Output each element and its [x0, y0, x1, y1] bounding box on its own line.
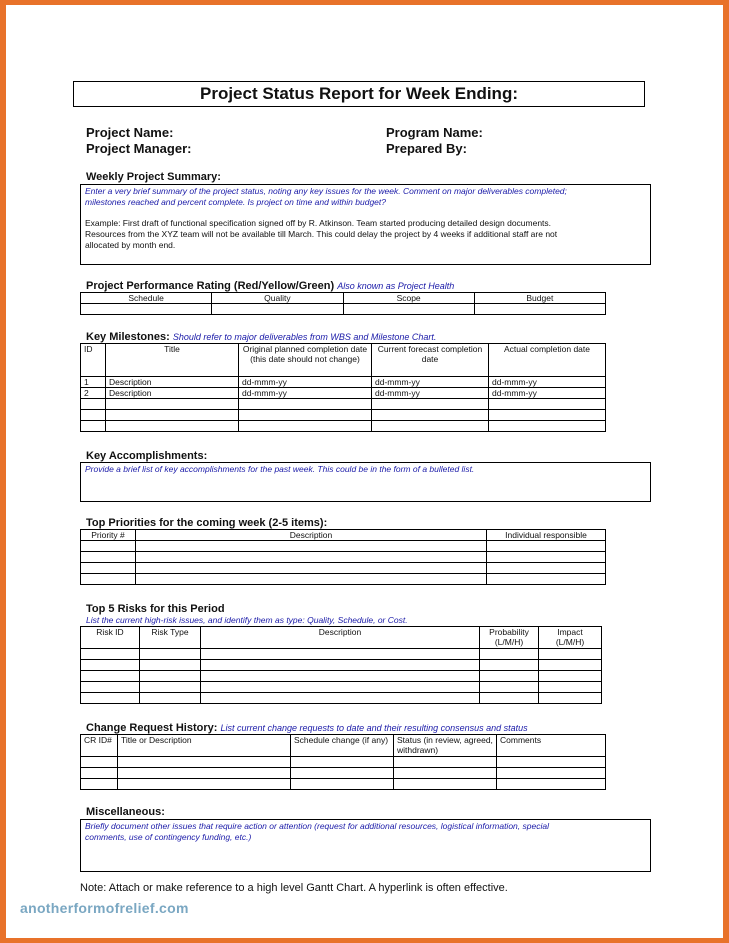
cr-cell[interactable]: [118, 757, 291, 768]
perf-col-schedule: Schedule: [81, 293, 212, 304]
risk-cell[interactable]: [140, 660, 201, 671]
table-row: [81, 649, 602, 660]
table-row: [81, 377, 606, 388]
summary-example-3: allocated by month end.: [85, 240, 176, 250]
risk-col-probability: Probability (L/M/H): [480, 627, 539, 649]
pri-col-number: Priority #: [81, 530, 136, 541]
pri-cell[interactable]: [487, 563, 606, 574]
table-row: [81, 421, 606, 432]
risk-cell[interactable]: [81, 682, 140, 693]
summary-instruction-1: Enter a very brief summary of the project status, noting any key issues for the week. Comment on major deliverables completed;: [85, 186, 567, 196]
ms-col-planned: Original planned completion date (this date should not change): [239, 344, 372, 377]
misc-box[interactable]: [80, 819, 651, 872]
ms-cell[interactable]: [239, 399, 372, 410]
table-row: [81, 563, 606, 574]
ms-cell[interactable]: [106, 399, 239, 410]
report-title: Project Status Report for Week Ending:: [73, 81, 645, 107]
risks-table: [80, 626, 602, 704]
cr-cell[interactable]: [394, 779, 497, 790]
cr-cell[interactable]: [394, 768, 497, 779]
change-heading-text: Change Request History:: [86, 722, 218, 734]
risk-cell[interactable]: [201, 660, 480, 671]
risks-heading: Top 5 Risks for this Period: [86, 603, 225, 615]
perf-cell[interactable]: [343, 304, 474, 315]
ms-col-title: Title: [106, 344, 239, 377]
risk-cell[interactable]: [140, 682, 201, 693]
ms-cell[interactable]: [81, 421, 106, 432]
risk-col-impact: Impact (L/M/H): [539, 627, 602, 649]
pri-cell[interactable]: [136, 552, 487, 563]
ms-title[interactable]: Description: [106, 388, 239, 399]
cr-cell[interactable]: [291, 757, 394, 768]
perf-cell[interactable]: [81, 304, 212, 315]
risk-cell[interactable]: [81, 693, 140, 704]
summary-heading: Weekly Project Summary:: [86, 171, 221, 183]
risk-cell[interactable]: [480, 682, 539, 693]
table-row: [81, 757, 606, 768]
risk-col-description: Description: [201, 627, 480, 649]
cr-cell[interactable]: [81, 768, 118, 779]
table-row: [81, 682, 602, 693]
priorities-heading: Top Priorities for the coming week (2-5 items):: [86, 517, 328, 529]
accomplishments-box[interactable]: [80, 462, 651, 502]
ms-cell[interactable]: [489, 399, 606, 410]
pri-cell[interactable]: [81, 552, 136, 563]
performance-heading-text: Project Performance Rating (Red/Yellow/Green): [86, 280, 335, 292]
cr-col-comments: Comments: [497, 735, 606, 757]
cr-col-status: Status (in review, agreed, withdrawn): [394, 735, 497, 757]
perf-col-scope: Scope: [343, 293, 474, 304]
cr-col-id: CR ID#: [81, 735, 118, 757]
risk-cell[interactable]: [140, 649, 201, 660]
table-row: [81, 388, 606, 399]
pri-cell[interactable]: [81, 541, 136, 552]
performance-note: Also known as Project Health: [337, 281, 455, 291]
pri-col-responsible: Individual responsible: [487, 530, 606, 541]
summary-example-1: Example: First draft of functional specification signed off by R. Atkinson. Team started producing detailed design documents.: [85, 218, 552, 228]
pri-cell[interactable]: [487, 574, 606, 585]
pri-cell[interactable]: [136, 563, 487, 574]
table-row: [81, 410, 606, 421]
perf-cell[interactable]: [212, 304, 343, 315]
pri-cell[interactable]: [487, 552, 606, 563]
cr-cell[interactable]: [118, 779, 291, 790]
ms-cell[interactable]: [81, 399, 106, 410]
ms-id[interactable]: 2: [81, 388, 106, 399]
pri-cell[interactable]: [81, 563, 136, 574]
risk-col-id: Risk ID: [81, 627, 140, 649]
ms-cell[interactable]: [489, 410, 606, 421]
risk-cell[interactable]: [539, 693, 602, 704]
cr-cell[interactable]: [291, 779, 394, 790]
risk-cell[interactable]: [81, 649, 140, 660]
project-name-label: Project Name:: [86, 125, 174, 140]
table-row: [81, 552, 606, 563]
ms-cell[interactable]: [372, 410, 489, 421]
table-row: [81, 541, 606, 552]
risk-cell[interactable]: [201, 671, 480, 682]
ms-cell[interactable]: [372, 399, 489, 410]
ms-forecast[interactable]: dd-mmm-yy: [372, 388, 489, 399]
perf-cell[interactable]: [474, 304, 605, 315]
milestones-table: [80, 343, 606, 432]
ms-id[interactable]: 1: [81, 377, 106, 388]
summary-example-2: Resources from the XYZ team will not be available till March. This could delay the project by 4 weeks if additional staff are not: [85, 229, 558, 239]
risk-cell[interactable]: [201, 649, 480, 660]
cr-col-title: Title or Description: [118, 735, 291, 757]
ms-title[interactable]: Description: [106, 377, 239, 388]
risk-cell[interactable]: [81, 660, 140, 671]
cr-cell[interactable]: [497, 757, 606, 768]
table-row: [81, 768, 606, 779]
risk-cell[interactable]: [539, 682, 602, 693]
table-row: [81, 693, 602, 704]
table-row: [81, 660, 602, 671]
cr-cell[interactable]: [81, 757, 118, 768]
ms-cell[interactable]: [489, 421, 606, 432]
project-manager-label: Project Manager:: [86, 141, 192, 156]
performance-table: [80, 292, 606, 315]
ms-cell[interactable]: [372, 421, 489, 432]
perf-col-budget: Budget: [474, 293, 605, 304]
risk-cell[interactable]: [480, 649, 539, 660]
risks-instruction: List the current high-risk issues, and identify them as type: Quality, Schedule, or Cost.: [86, 615, 408, 625]
misc-instruction-2: comments, use of contingency funding, etc.): [85, 832, 252, 842]
pri-cell[interactable]: [136, 541, 487, 552]
ms-planned[interactable]: dd-mmm-yy: [239, 377, 372, 388]
table-row: [81, 399, 606, 410]
pri-cell[interactable]: [136, 574, 487, 585]
misc-heading: Miscellaneous:: [86, 806, 165, 818]
ms-actual[interactable]: dd-mmm-yy: [489, 388, 606, 399]
ms-cell[interactable]: [106, 410, 239, 421]
cr-cell[interactable]: [497, 779, 606, 790]
pri-col-description: Description: [136, 530, 487, 541]
summary-box[interactable]: [80, 184, 651, 265]
risk-cell[interactable]: [539, 660, 602, 671]
risk-cell[interactable]: [539, 671, 602, 682]
ms-cell[interactable]: [81, 410, 106, 421]
risk-cell[interactable]: [81, 671, 140, 682]
cr-cell[interactable]: [497, 768, 606, 779]
watermark: anotherformofrelief.com: [20, 900, 189, 916]
risk-col-type: Risk Type: [140, 627, 201, 649]
program-name-label: Program Name:: [386, 125, 483, 140]
ms-forecast[interactable]: dd-mmm-yy: [372, 377, 489, 388]
risk-cell[interactable]: [480, 660, 539, 671]
pri-cell[interactable]: [81, 574, 136, 585]
cr-col-schedule: Schedule change (if any): [291, 735, 394, 757]
table-row: [81, 671, 602, 682]
ms-col-forecast: Current forecast completion date: [372, 344, 489, 377]
change-note: List current change requests to date and their resulting consensus and status: [220, 723, 528, 733]
ms-planned[interactable]: dd-mmm-yy: [239, 388, 372, 399]
risk-cell[interactable]: [140, 671, 201, 682]
accomplishments-heading: Key Accomplishments:: [86, 450, 208, 462]
risk-cell[interactable]: [140, 693, 201, 704]
perf-col-quality: Quality: [212, 293, 343, 304]
table-row: [81, 574, 606, 585]
summary-instruction-2: milestones reached and percent complete. Is project on time and within budget?: [85, 197, 386, 207]
misc-instruction-1: Briefly document other issues that require action or attention (request for additional resources, logistical information, special: [85, 821, 549, 831]
risk-cell[interactable]: [539, 649, 602, 660]
accomplishments-instruction: Provide a brief list of key accomplishments for the past week. This could be in the form of a bulleted list.: [85, 464, 475, 474]
table-row: [81, 779, 606, 790]
milestones-heading-text: Key Milestones:: [86, 331, 170, 343]
risk-cell[interactable]: [480, 693, 539, 704]
cr-cell[interactable]: [291, 768, 394, 779]
ms-col-actual: Actual completion date: [489, 344, 606, 377]
ms-cell[interactable]: [239, 410, 372, 421]
risk-cell[interactable]: [480, 671, 539, 682]
risk-cell[interactable]: [201, 693, 480, 704]
priorities-table: [80, 529, 606, 585]
ms-actual[interactable]: dd-mmm-yy: [489, 377, 606, 388]
change-table: [80, 734, 606, 790]
ms-cell[interactable]: [239, 421, 372, 432]
ms-col-id: ID: [81, 344, 106, 377]
footer-note: Note: Attach or make reference to a high level Gantt Chart. A hyperlink is often effective.: [80, 882, 508, 894]
pri-cell[interactable]: [487, 541, 606, 552]
risk-cell[interactable]: [201, 682, 480, 693]
milestones-note: Should refer to major deliverables from WBS and Milestone Chart.: [172, 332, 437, 342]
cr-cell[interactable]: [118, 768, 291, 779]
cr-cell[interactable]: [394, 757, 497, 768]
cr-cell[interactable]: [81, 779, 118, 790]
prepared-by-label: Prepared By:: [386, 141, 467, 156]
ms-cell[interactable]: [106, 421, 239, 432]
